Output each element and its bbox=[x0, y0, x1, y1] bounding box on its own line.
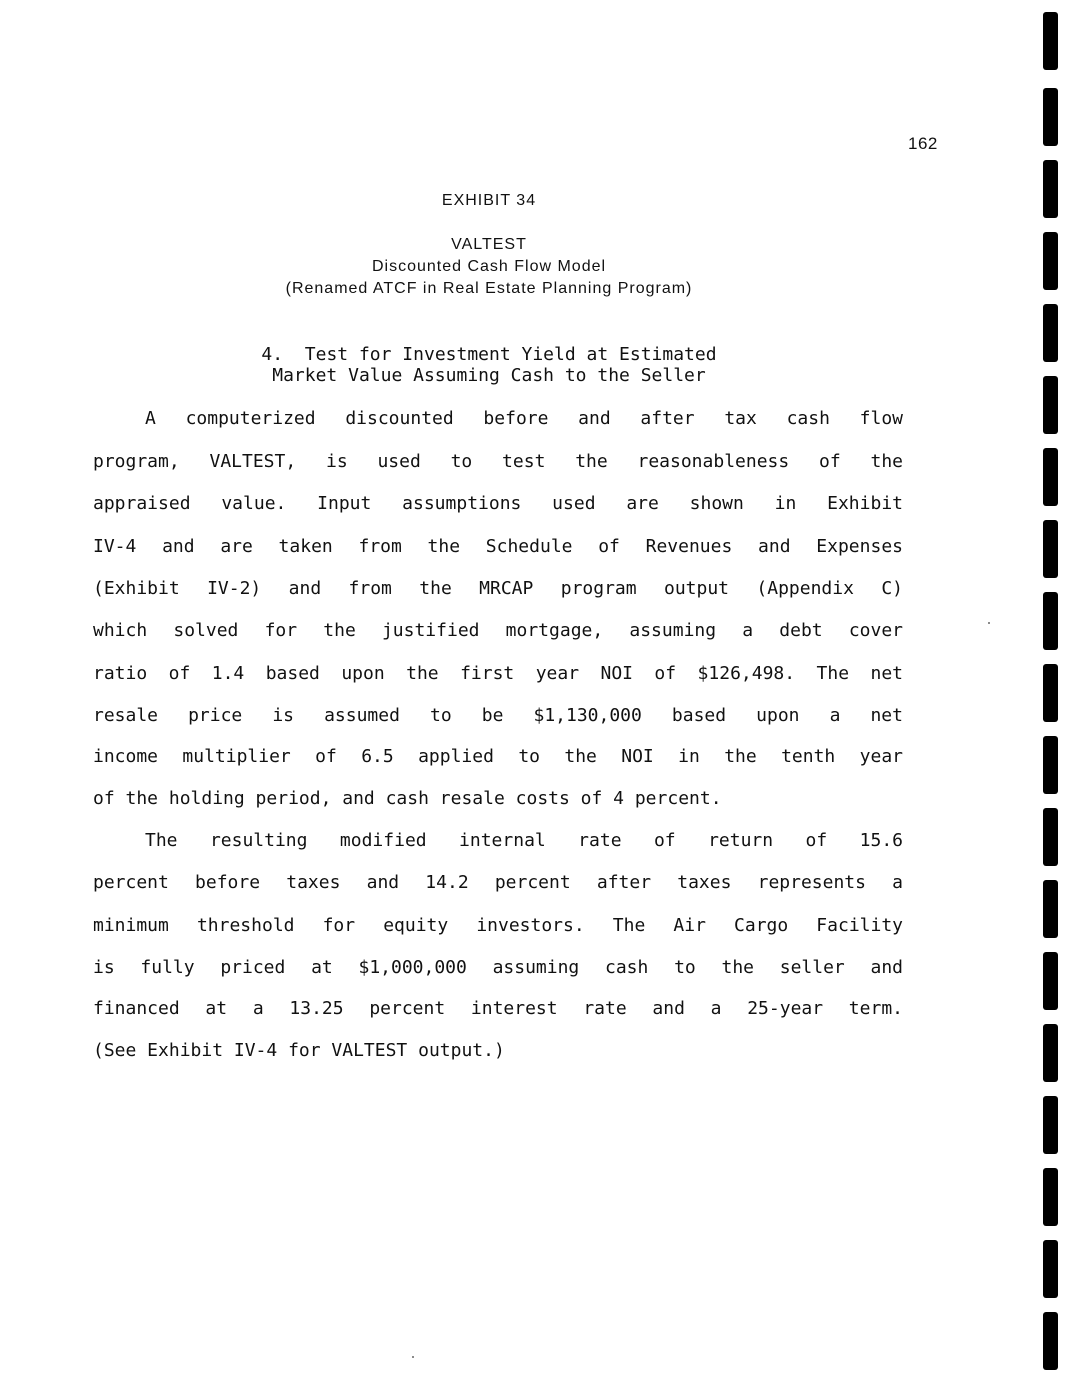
binding-mark bbox=[1043, 808, 1058, 866]
exhibit-note: (Renamed ATCF in Real Estate Planning Program) bbox=[285, 280, 693, 297]
binding-mark bbox=[1043, 1096, 1058, 1154]
section-heading-line-1: 4. Test for Investment Yield at Estimated bbox=[261, 344, 717, 365]
body-line: of the holding period, and cash resale costs of 4 percent. bbox=[93, 788, 722, 809]
binding-mark bbox=[1043, 1024, 1058, 1082]
exhibit-title: VALTEST bbox=[451, 236, 527, 253]
binding-mark bbox=[1043, 952, 1058, 1010]
page-number: 162 bbox=[908, 134, 938, 153]
binding-mark bbox=[1043, 1240, 1058, 1298]
binding-mark bbox=[1043, 520, 1058, 578]
scan-speck bbox=[988, 622, 990, 624]
binding-mark bbox=[1043, 880, 1058, 938]
scan-speck bbox=[412, 1356, 414, 1358]
binding-mark bbox=[1043, 1168, 1058, 1226]
binding-mark bbox=[1043, 1312, 1058, 1370]
body-line: (Exhibit IV-2) and from the MRCAP program output (Appendix C) bbox=[93, 578, 903, 599]
body-line: income multiplier of 6.5 applied to the NOI in the tenth year bbox=[93, 746, 903, 767]
body-line: (See Exhibit IV-4 for VALTEST output.) bbox=[93, 1040, 505, 1061]
section-heading-line-2: Market Value Assuming Cash to the Seller bbox=[272, 365, 706, 386]
binding-mark bbox=[1043, 376, 1058, 434]
binding-mark bbox=[1043, 88, 1058, 146]
binding-mark bbox=[1043, 232, 1058, 290]
binding-mark bbox=[1043, 664, 1058, 722]
body-line: minimum threshold for equity investors. The Air Cargo Facility bbox=[93, 915, 903, 936]
exhibit-subtitle: Discounted Cash Flow Model bbox=[371, 258, 607, 275]
body-line: resale price is assumed to be $1,130,000 based upon a net bbox=[93, 705, 903, 726]
body-line: is fully priced at $1,000,000 assuming cash to the seller and bbox=[93, 957, 903, 978]
binding-mark bbox=[1043, 12, 1058, 70]
body-line: program, VALTEST, is used to test the reasonableness of the bbox=[93, 451, 903, 472]
body-line: ratio of 1.4 based upon the first year NOI of $126,498. The net bbox=[93, 663, 903, 684]
body-line: financed at a 13.25 percent interest rate and a 25-year term. bbox=[93, 998, 903, 1019]
binding-mark bbox=[1043, 736, 1058, 794]
exhibit-label: EXHIBIT 34 bbox=[441, 192, 537, 209]
body-line: which solved for the justified mortgage, assuming a debt cover bbox=[93, 620, 903, 641]
binding-mark bbox=[1043, 592, 1058, 650]
body-line: A computerized discounted before and after tax cash flow bbox=[145, 408, 903, 429]
binding-mark bbox=[1043, 160, 1058, 218]
body-line: percent before taxes and 14.2 percent after taxes represents a bbox=[93, 872, 903, 893]
body-line: appraised value. Input assumptions used are shown in Exhibit bbox=[93, 493, 903, 514]
body-line: IV-4 and are taken from the Schedule of Revenues and Expenses bbox=[93, 536, 903, 557]
binding-mark bbox=[1043, 448, 1058, 506]
body-line: The resulting modified internal rate of return of 15.6 bbox=[145, 830, 903, 851]
binding-mark bbox=[1043, 304, 1058, 362]
